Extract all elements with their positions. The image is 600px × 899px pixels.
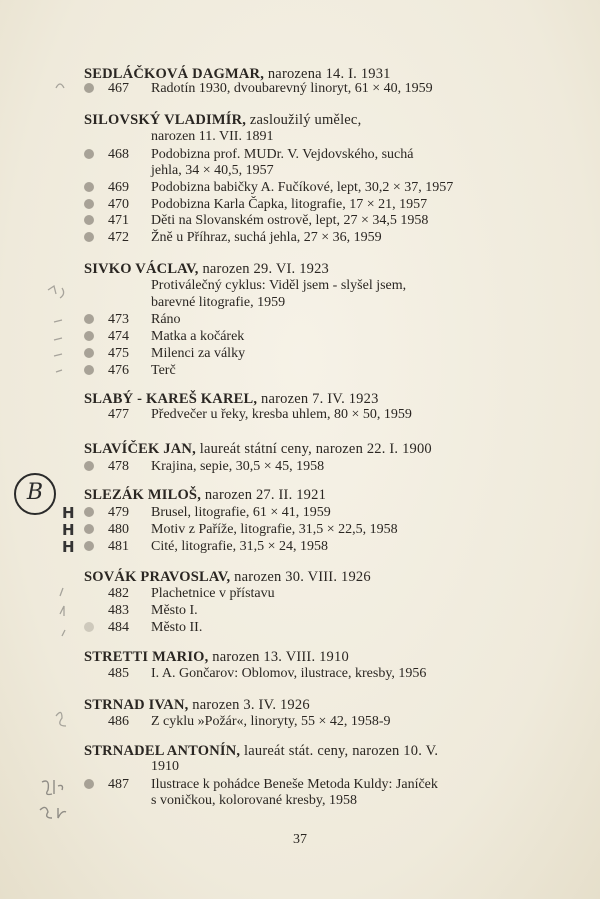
entry-text: Podobizna prof. MUDr. V. Vejdovského, suchá — [151, 147, 414, 162]
entry-text: Krajina, sepie, 30,5 × 45, 1958 — [151, 459, 325, 474]
stamp-mark — [84, 182, 94, 192]
handwritten-circle-mark: B — [14, 473, 56, 515]
entry-number: 477 — [108, 407, 129, 422]
stamp-mark — [84, 199, 94, 209]
entry-number: 470 — [108, 197, 129, 212]
entry-text: Děti na Slovanském ostrově, lept, 27 × 34,5 1958 — [151, 213, 429, 228]
artist-info: zasloužilý umělec, — [246, 112, 362, 128]
catalog-entry — [84, 713, 564, 730]
entry-number: 481 — [108, 539, 129, 554]
artist-name: SLABÝ - KAREŠ KAREL, — [84, 391, 258, 407]
margin-pencil-marks — [0, 0, 84, 899]
catalog-entry — [84, 776, 564, 793]
catalog-entry — [84, 406, 564, 423]
stamp-mark — [84, 232, 94, 242]
artist-heading — [84, 391, 560, 407]
catalog-entry — [84, 602, 564, 619]
artist-info: narozena 14. I. 1931 — [264, 66, 391, 82]
entry-number: 483 — [108, 603, 129, 618]
entry-text: Předvečer u řeky, kresba uhlem, 80 × 50, 1959 — [151, 407, 412, 422]
artist-info-cont: 1910 — [151, 759, 179, 774]
artist-name: STRNADEL ANTONÍN, — [84, 743, 241, 759]
entry-text: Matka a kočárek — [151, 329, 245, 344]
entry-text: Město II. — [151, 620, 203, 635]
entry-number: 468 — [108, 147, 129, 162]
entry-number: 473 — [108, 312, 129, 327]
entry-text: Město I. — [151, 603, 198, 618]
catalog-entry — [84, 665, 564, 682]
stamp-mark — [84, 622, 94, 632]
handwritten-mark: H — [62, 521, 75, 539]
stamp-mark — [84, 461, 94, 471]
artist-info: narozen 29. VI. 1923 — [198, 261, 329, 277]
catalog-entry — [84, 362, 564, 379]
stamp-mark — [84, 365, 94, 375]
artist-name: STRNAD IVAN, — [84, 697, 189, 713]
entry-number: 467 — [108, 81, 129, 96]
catalog-entry — [84, 504, 564, 521]
artist-heading — [84, 112, 560, 128]
artist-heading — [84, 743, 560, 759]
handwritten-mark: H — [62, 504, 75, 522]
entry-number: 472 — [108, 230, 129, 245]
artist-info: narozen 30. VIII. 1926 — [230, 569, 371, 585]
catalog-entry — [84, 212, 564, 229]
catalog-entry — [84, 196, 564, 213]
entry-text: Podobizna Karla Čapka, litografie, 17 × 21, 1957 — [151, 197, 428, 212]
stamp-mark — [84, 541, 94, 551]
handwritten-mark: H — [62, 538, 75, 556]
artist-info: narozen 7. IV. 1923 — [257, 391, 379, 407]
entry-number: 479 — [108, 505, 129, 520]
artist-heading — [84, 649, 560, 665]
catalog-entry — [84, 521, 564, 538]
artist-name: SLAVÍČEK JAN, — [84, 441, 196, 457]
artist-info: narozen 27. II. 1921 — [201, 487, 327, 503]
catalog-entry — [84, 538, 564, 555]
stamp-mark — [84, 348, 94, 358]
artist-name: SILOVSKÝ VLADIMÍR, — [84, 112, 247, 128]
catalog-entry — [84, 585, 564, 602]
entry-number: 486 — [108, 714, 129, 729]
artist-heading — [84, 569, 560, 585]
artist-name: SLEZÁK MILOŠ, — [84, 487, 202, 503]
stamp-mark — [84, 524, 94, 534]
entry-text: Brusel, litografie, 61 × 41, 1959 — [151, 505, 331, 520]
entry-number: 471 — [108, 213, 129, 228]
entry-text: Plachetnice v přístavu — [151, 586, 275, 601]
entry-number: 476 — [108, 363, 129, 378]
entry-text: Milenci za války — [151, 346, 246, 361]
artist-info: narozen 3. IV. 1926 — [188, 697, 310, 713]
artist-heading — [84, 697, 560, 713]
stamp-mark — [84, 149, 94, 159]
stamp-mark — [84, 331, 94, 341]
catalog-entry — [84, 458, 564, 475]
artist-name: SEDLÁČKOVÁ DAGMAR, — [84, 66, 265, 82]
entry-number: 469 — [108, 180, 129, 195]
entry-number: 485 — [108, 666, 129, 681]
entry-text: Terč — [151, 363, 176, 378]
entry-number: 487 — [108, 777, 129, 792]
entry-text: Podobizna babičky A. Fučíkové, lept, 30,2 × 37, 1957 — [151, 180, 454, 195]
entry-number: 482 — [108, 586, 129, 601]
entry-text: Radotín 1930, dvoubarevný linoryt, 61 × 40, 1959 — [151, 81, 433, 96]
artist-heading — [84, 441, 560, 457]
catalog-entry — [84, 179, 564, 196]
artist-heading — [84, 487, 560, 503]
entry-text: Žně u Příhraz, suchá jehla, 27 × 36, 1959 — [151, 230, 382, 245]
artist-info: narozen 13. VIII. 1910 — [208, 649, 349, 665]
entry-text: I. A. Gončarov: Oblomov, ilustrace, kresby, 1956 — [151, 666, 427, 681]
artist-name: SOVÁK PRAVOSLAV, — [84, 569, 231, 585]
catalog-entry — [84, 146, 564, 163]
stamp-mark — [84, 83, 94, 93]
artist-info: laureát stát. ceny, narozen 10. V. — [240, 743, 439, 759]
catalog-entry — [84, 80, 564, 97]
catalog-entry — [84, 311, 564, 328]
entry-text-cont: jehla, 34 × 40,5, 1957 — [151, 163, 274, 178]
stamp-mark — [84, 507, 94, 517]
catalog-entry — [84, 229, 564, 246]
cycle-title: Protiválečný cyklus: Viděl jsem - slyšel jsem, — [151, 278, 407, 293]
entry-number: 474 — [108, 329, 129, 344]
stamp-mark — [84, 215, 94, 225]
catalog-entry — [84, 328, 564, 345]
entry-text: Ráno — [151, 312, 181, 327]
cycle-title-cont: barevné litografie, 1959 — [151, 295, 286, 310]
artist-info-cont: narozen 11. VII. 1891 — [151, 129, 274, 144]
artist-heading — [84, 261, 560, 277]
entry-number: 475 — [108, 346, 129, 361]
artist-name: STRETTI MARIO, — [84, 649, 209, 665]
entry-number: 484 — [108, 620, 129, 635]
catalog-entry — [84, 345, 564, 362]
entry-text: Motiv z Paříže, litografie, 31,5 × 22,5, 1958 — [151, 522, 398, 537]
artist-name: SIVKO VÁCLAV, — [84, 261, 199, 277]
catalog-entry — [84, 619, 564, 636]
entry-text: Ilustrace k pohádce Beneše Metoda Kuldy: Janíček — [151, 777, 438, 792]
entry-text-cont: s voničkou, kolorované kresby, 1958 — [151, 793, 357, 808]
stamp-mark — [84, 314, 94, 324]
entry-text: Z cyklu »Požár«, linoryty, 55 × 42, 1958-9 — [151, 714, 391, 729]
entry-number: 478 — [108, 459, 129, 474]
entry-number: 480 — [108, 522, 129, 537]
stamp-mark — [84, 779, 94, 789]
page-number: 37 — [293, 832, 307, 847]
entry-text: Cité, litografie, 31,5 × 24, 1958 — [151, 539, 329, 554]
artist-info: laureát státní ceny, narozen 22. I. 1900 — [195, 441, 432, 457]
